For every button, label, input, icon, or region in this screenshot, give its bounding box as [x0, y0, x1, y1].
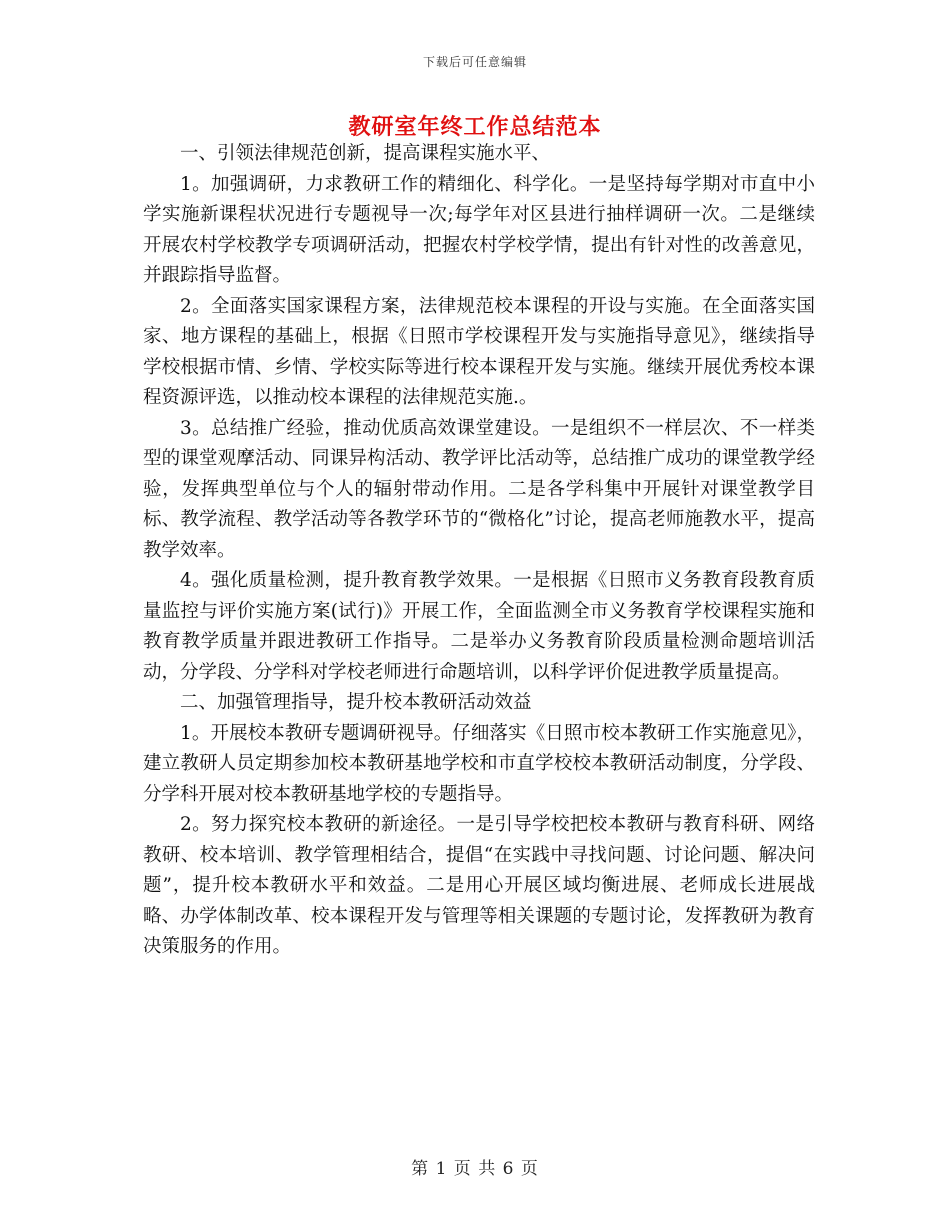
paragraph-1-3: 3。总结推广经验，推动优质高效课堂建设。一是组织不一样层次、不一样类型的课堂观摩活动、同课异构活动、教学评比活动等，总结推广成功的课堂教学经验，发挥典型单位与个人的辐射带动作用。二是各学科集中开展针对课堂教学目标、教学流程、教学活动等各教学环节的“微格化”讨论，提高老师施教水平，提高教学效率。	[143, 417, 815, 561]
section-heading-1: 一、引领法律规范创新，提高课程实施水平、	[180, 143, 551, 164]
document-body	[143, 139, 815, 963]
document-title: 教研室年终工作总结范本	[348, 115, 602, 140]
section-heading-2: 二、加强管理指导，提升校本教研活动效益	[180, 692, 532, 713]
paragraph-2-1: 1。开展校本教研专题调研视导。仔细落实《日照市校本教研工作实施意见》，建立教研人员定期参加校本教研基地学校和市直学校校本教研活动制度，分学段、分学科开展对校本教研基地学校的专题指导。	[143, 722, 815, 805]
header-note: 下载后可任意编辑	[422, 55, 527, 69]
page-footer: 第 1 页 共 6 页	[411, 1159, 539, 1179]
paragraph-2-2: 2。努力探究校本教研的新途径。一是引导学校把校本教研与教育科研、网络教研、校本培训、教学管理相结合，提倡“在实践中寻找问题、讨论问题、解决问题”，提升校本教研水平和效益。二是用心开展区域均衡进展、老师成长进展战略、办学体制改革、校本课程开发与管理等相关课题的专题讨论，发挥教研为教育决策服务的作用。	[143, 814, 815, 957]
paragraph-1-1: 1。加强调研，力求教研工作的精细化、科学化。一是坚持每学期对市直中小学实施新课程状况进行专题视导一次;每学年对区县进行抽样调研一次。二是继续开展农村学校教学专项调研活动，把握农村学校学情，提出有针对性的改善意见，并跟踪指导监督。	[143, 173, 815, 286]
paragraph-1-4: 4。强化质量检测，提升教育教学效果。一是根据《日照市义务教育段教育质量监控与评价实施方案(试行)》开展工作，全面监测全市义务教育学校课程实施和教育教学质量并跟进教研工作指导。二是举办义务教育阶段质量检测命题培训活动，分学段、分学科对学校老师进行命题培训，以科学评价促进教学质量提高。	[143, 570, 815, 683]
paragraph-1-2: 2。全面落实国家课程方案，法律规范校本课程的开设与实施。在全面落实国家、地方课程的基础上，根据《日照市学校课程开发与实施指导意见》，继续指导学校根据市情、乡情、学校实际等进行校本课程开发与实施。继续开展优秀校本课程资源评选，以推动校本课程的法律规范实施.。	[143, 295, 815, 408]
